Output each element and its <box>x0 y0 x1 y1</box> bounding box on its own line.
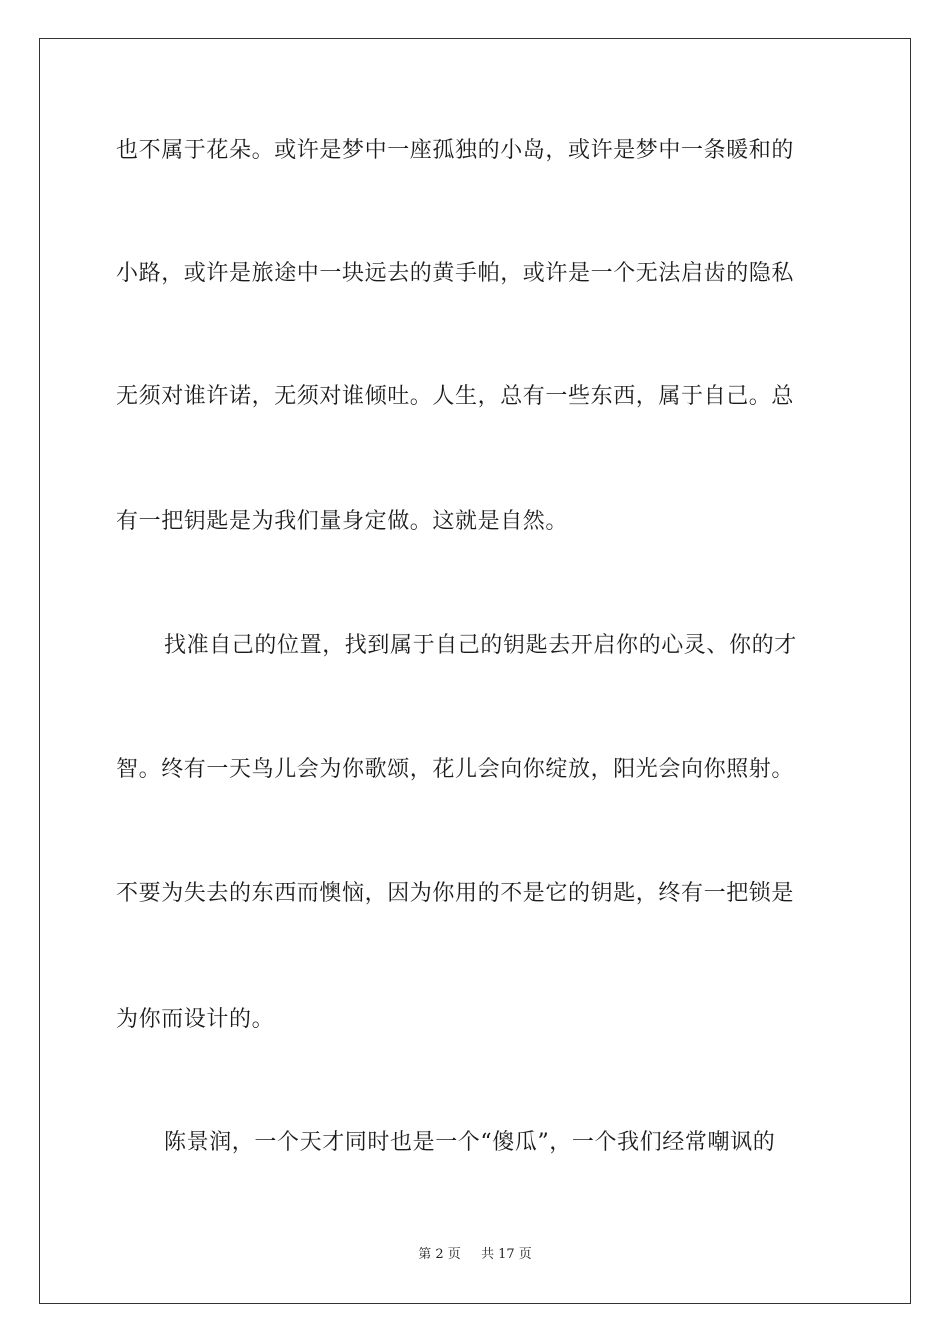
page-footer <box>0 1247 950 1263</box>
body-text-line: 有一把钥匙是为我们量身定做。这就是自然。 <box>116 509 569 534</box>
page-border <box>39 38 911 1304</box>
body-text-line: 为你而设计的。 <box>116 1007 275 1032</box>
paragraph-start-line: 找准自己的位置，找到属于自己的钥匙去开启你的心灵、你的才 <box>164 633 797 658</box>
page-number: 第 2 页 <box>418 1247 461 1262</box>
page-total: 共 17 页 <box>480 1247 532 1262</box>
paragraph-start-line: 陈景润，一个天才同时也是一个“傻瓜”，一个我们经常嘲讽的 <box>164 1130 776 1155</box>
body-text-line: 智。终有一天鸟儿会为你歌颂，花儿会向你绽放，阳光会向你照射。 <box>116 757 795 782</box>
body-text-line: 不要为失去的东西而懊恼，因为你用的不是它的钥匙，终有一把锁是 <box>116 881 795 906</box>
body-text-line: 也不属于花朵。或许是梦中一座孤独的小岛，或许是梦中一条暖和的 <box>116 138 795 163</box>
body-text-line: 小路，或许是旅途中一块远去的黄手帕，或许是一个无法启齿的隐私 <box>116 261 795 286</box>
body-text-line: 无须对谁许诺，无须对谁倾吐。人生，总有一些东西，属于自己。总 <box>116 384 795 409</box>
